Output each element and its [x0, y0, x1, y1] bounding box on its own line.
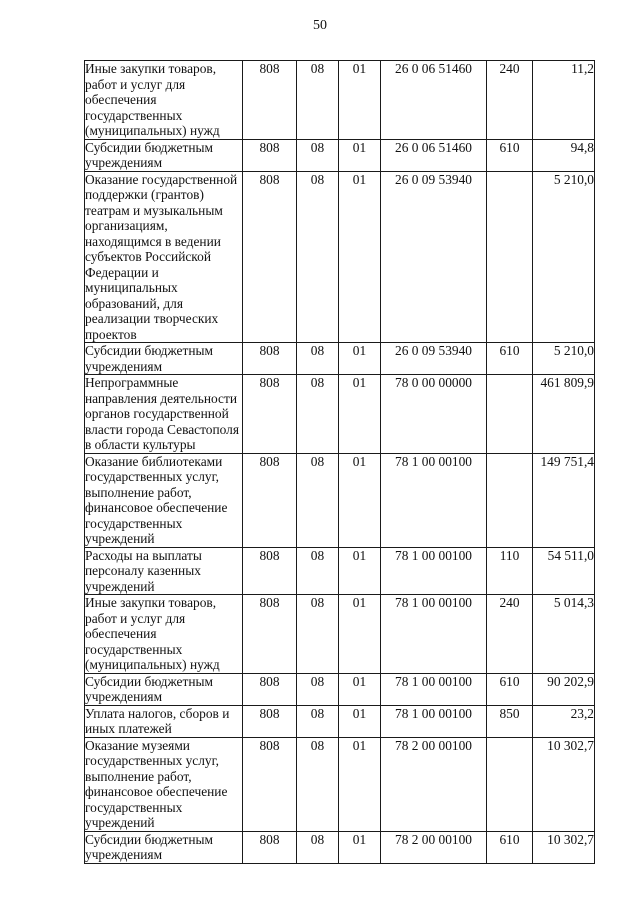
expense-name-line: государственных — [85, 515, 183, 531]
expense-name-line: выполнение работ, — [85, 768, 192, 784]
section-code-cell: 08 — [297, 737, 339, 831]
expense-type-cell: 850 — [487, 705, 533, 737]
ministry-code-cell: 808 — [243, 139, 297, 171]
target-article-cell: 78 2 00 00100 — [381, 737, 487, 831]
expense-name-line: власти города Севастополя — [85, 421, 240, 437]
table-row — [85, 595, 595, 674]
expense-type-cell — [487, 375, 533, 454]
target-article-cell: 26 0 06 51460 — [381, 139, 487, 171]
expense-name-cell — [85, 547, 243, 595]
amount-cell: 23,2 — [533, 705, 595, 737]
expense-name-line: субъектов Российской — [85, 249, 211, 264]
expense-name-line: направления деятельности — [85, 390, 238, 406]
expense-name-line: финансовое обеспечение — [85, 784, 228, 799]
expense-name-line: организациям, — [85, 218, 168, 233]
expense-name-line: (муниципальных) нужд — [85, 657, 220, 672]
expense-name-line: учреждениям — [85, 358, 163, 374]
subsection-code-cell: 01 — [339, 61, 381, 140]
expense-name-line: государственных услуг, — [85, 469, 219, 484]
section-code-cell: 08 — [297, 171, 339, 343]
expense-name-line: Оказание государственной — [85, 171, 238, 187]
target-article-cell: 26 0 09 53940 — [381, 343, 487, 375]
expense-name-line: учреждениям — [85, 689, 163, 704]
ministry-code-cell: 808 — [243, 375, 297, 454]
table-row — [85, 547, 595, 595]
expense-name-cell — [85, 673, 243, 705]
section-code-cell: 08 — [297, 595, 339, 674]
expense-name-cell — [85, 737, 243, 831]
target-article-cell: 78 1 00 00100 — [381, 547, 487, 595]
subsection-code-cell: 01 — [339, 139, 381, 171]
expense-name-line: учреждениям — [85, 847, 163, 862]
subsection-code-cell: 01 — [339, 453, 381, 547]
subsection-code-cell: 01 — [339, 595, 381, 674]
expense-name-line: поддержки (грантов) — [85, 187, 204, 202]
expense-type-cell — [487, 171, 533, 343]
expense-name-line: государственных услуг, — [85, 753, 219, 768]
expense-name-cell — [85, 453, 243, 547]
expense-name-line: финансовое обеспечение — [85, 500, 228, 515]
expense-name-line: иных платежей — [85, 721, 172, 736]
expense-name-line: учреждениям — [85, 155, 163, 170]
subsection-code-cell: 01 — [339, 547, 381, 595]
expense-name-line: Субсидии бюджетным — [85, 831, 213, 847]
target-article-cell: 78 0 00 00000 — [381, 375, 487, 454]
section-code-cell: 08 — [297, 453, 339, 547]
amount-cell: 11,2 — [533, 61, 595, 140]
expense-name-line: государственных — [85, 107, 183, 123]
expense-type-cell: 240 — [487, 61, 533, 140]
expense-name-line: реализации творческих — [85, 311, 219, 326]
expense-name-line: Уплата налогов, сборов и — [85, 705, 230, 721]
expense-name-line: работ и услуг для — [85, 76, 186, 92]
expense-name-line: учреждений — [85, 578, 155, 594]
section-code-cell: 08 — [297, 139, 339, 171]
ministry-code-cell: 808 — [243, 705, 297, 737]
amount-cell: 5 210,0 — [533, 171, 595, 343]
subsection-code-cell: 01 — [339, 343, 381, 375]
amount-cell: 5 210,0 — [533, 343, 595, 375]
expense-name-line: Иные закупки товаров, — [85, 595, 217, 610]
expense-name-cell — [85, 705, 243, 737]
subsection-code-cell: 01 — [339, 705, 381, 737]
expense-name-cell — [85, 831, 243, 863]
table-row — [85, 139, 595, 171]
amount-cell: 10 302,7 — [533, 831, 595, 863]
ministry-code-cell: 808 — [243, 343, 297, 375]
ministry-code-cell: 808 — [243, 61, 297, 140]
subsection-code-cell: 01 — [339, 737, 381, 831]
amount-cell: 461 809,9 — [533, 375, 595, 454]
expense-name-line: (муниципальных) нужд — [85, 123, 220, 138]
amount-cell: 54 511,0 — [533, 547, 595, 595]
expense-name-line: выполнение работ, — [85, 484, 192, 500]
expense-name-line: учреждений — [85, 815, 155, 830]
table-row — [85, 705, 595, 737]
page-number: 50 — [313, 18, 327, 33]
expense-name-line: Оказание библиотеками — [85, 453, 223, 469]
expense-name-line: Субсидии бюджетным — [85, 673, 213, 689]
expense-name-line: учреждений — [85, 531, 155, 546]
table-row — [85, 673, 595, 705]
amount-cell: 5 014,3 — [533, 595, 595, 674]
ministry-code-cell: 808 — [243, 595, 297, 674]
table-row — [85, 375, 595, 454]
amount-cell: 10 302,7 — [533, 737, 595, 831]
expense-name-cell — [85, 375, 243, 454]
expense-type-cell: 610 — [487, 139, 533, 171]
expense-name-cell — [85, 171, 243, 343]
expense-name-line: Расходы на выплаты — [85, 547, 202, 563]
section-code-cell: 08 — [297, 343, 339, 375]
expense-name-line: обеспечения — [85, 92, 157, 107]
target-article-cell: 78 1 00 00100 — [381, 673, 487, 705]
amount-cell: 90 202,9 — [533, 673, 595, 705]
expense-name-cell — [85, 343, 243, 375]
section-code-cell: 08 — [297, 705, 339, 737]
expense-name-line: работ и услуг для — [85, 610, 186, 626]
target-article-cell: 78 2 00 00100 — [381, 831, 487, 863]
expense-name-line: государственных — [85, 799, 183, 815]
expense-type-cell: 610 — [487, 831, 533, 863]
ministry-code-cell: 808 — [243, 831, 297, 863]
subsection-code-cell: 01 — [339, 171, 381, 343]
section-code-cell: 08 — [297, 375, 339, 454]
expense-name-line: муниципальных — [85, 280, 178, 295]
expense-name-cell — [85, 139, 243, 171]
section-code-cell: 08 — [297, 61, 339, 140]
section-code-cell: 08 — [297, 673, 339, 705]
expense-name-line: образований, для — [85, 295, 183, 311]
expense-type-cell: 610 — [487, 673, 533, 705]
expense-name-line: Оказание музеями — [85, 737, 190, 753]
target-article-cell: 26 0 06 51460 — [381, 61, 487, 140]
section-code-cell: 08 — [297, 831, 339, 863]
subsection-code-cell: 01 — [339, 673, 381, 705]
expense-name-line: государственных — [85, 641, 183, 657]
table-row — [85, 343, 595, 375]
budget-table-body — [85, 61, 595, 864]
expense-name-line: Субсидии бюджетным — [85, 343, 213, 358]
amount-cell: 149 751,4 — [533, 453, 595, 547]
expense-name-cell — [85, 61, 243, 140]
expense-name-line: проектов — [85, 326, 137, 342]
target-article-cell: 78 1 00 00100 — [381, 453, 487, 547]
expense-type-cell — [487, 453, 533, 547]
target-article-cell: 78 1 00 00100 — [381, 705, 487, 737]
ministry-code-cell: 808 — [243, 171, 297, 343]
table-row — [85, 171, 595, 343]
expense-type-cell — [487, 737, 533, 831]
expense-name-line: Иные закупки товаров, — [85, 61, 217, 76]
subsection-code-cell: 01 — [339, 375, 381, 454]
table-row — [85, 737, 595, 831]
expense-name-line: находящимся в ведении — [85, 233, 221, 249]
amount-cell: 94,8 — [533, 139, 595, 171]
ministry-code-cell: 808 — [243, 673, 297, 705]
expense-name-line: обеспечения — [85, 626, 157, 641]
ministry-code-cell: 808 — [243, 547, 297, 595]
expense-type-cell: 240 — [487, 595, 533, 674]
ministry-code-cell: 808 — [243, 453, 297, 547]
expense-name-cell — [85, 595, 243, 674]
expense-name-line: Субсидии бюджетным — [85, 139, 213, 155]
table-row — [85, 61, 595, 140]
subsection-code-cell: 01 — [339, 831, 381, 863]
expense-name-line: Непрограммные — [85, 375, 179, 390]
expense-type-cell: 110 — [487, 547, 533, 595]
table-row — [85, 831, 595, 863]
expense-name-line: органов государственной — [85, 406, 229, 421]
target-article-cell: 26 0 09 53940 — [381, 171, 487, 343]
expense-name-line: Федерации и — [85, 264, 159, 280]
expense-name-line: в области культуры — [85, 437, 196, 452]
expense-name-line: театрам и музыкальным — [85, 202, 223, 218]
target-article-cell: 78 1 00 00100 — [381, 595, 487, 674]
section-code-cell: 08 — [297, 547, 339, 595]
table-row — [85, 453, 595, 547]
expense-name-line: персоналу казенных — [85, 563, 201, 578]
ministry-code-cell: 808 — [243, 737, 297, 831]
expense-type-cell: 610 — [487, 343, 533, 375]
budget-table — [84, 60, 595, 864]
